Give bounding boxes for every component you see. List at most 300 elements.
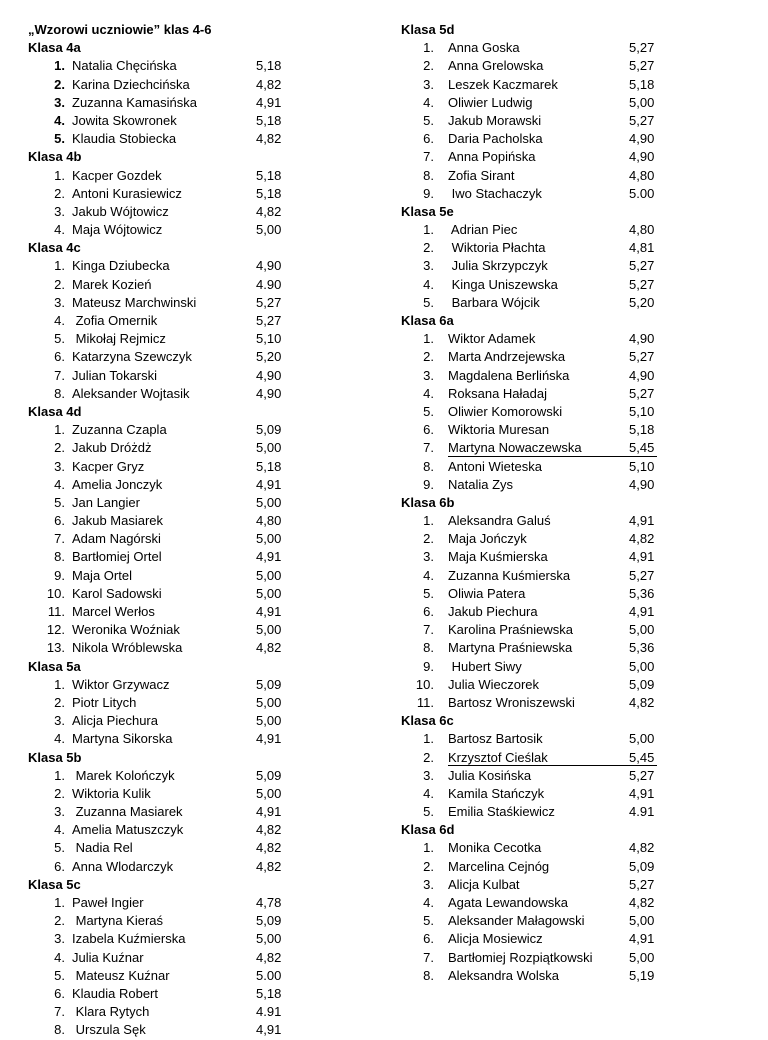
student-average: 4,90 (629, 367, 655, 383)
student-name: Aleksander Małagowski (448, 913, 585, 929)
student-number: 2. (54, 694, 65, 710)
student-number: 1. (423, 331, 434, 347)
student-number: 5. (423, 585, 434, 601)
student-name: Aleksander Wojtasik (72, 385, 190, 401)
class-heading: Klasa 6d (401, 822, 455, 838)
student-number: 8. (423, 967, 434, 983)
page-title: „Wzorowi uczniowie” klas 4-6 (28, 22, 212, 37)
student-average: 4,90 (629, 476, 655, 492)
student-average: 4,82 (256, 640, 282, 656)
student-average: 4,91 (256, 804, 282, 820)
student-number: 3. (423, 258, 434, 274)
student-number: 6. (54, 349, 65, 365)
student-row (28, 112, 288, 130)
student-row (28, 821, 288, 839)
student-row (28, 257, 288, 275)
student-row (28, 167, 288, 185)
student-average: 5,00 (629, 913, 655, 929)
student-name: Natalia Zys (448, 476, 514, 492)
student-average: 4,82 (629, 531, 655, 547)
student-row (401, 949, 731, 967)
student-number: 1. (423, 513, 434, 529)
student-average: 5,00 (629, 622, 655, 638)
student-name: Zuzanna Kamasińska (72, 94, 198, 110)
student-name: Roksana Haładaj (448, 385, 548, 401)
student-number: 9. (423, 476, 434, 492)
student-row (401, 148, 731, 166)
student-row (401, 930, 731, 948)
class-heading: Klasa 4a (28, 40, 81, 56)
student-average: 4,90 (256, 367, 282, 383)
student-row (401, 385, 731, 403)
student-number: 4. (54, 222, 65, 238)
student-row (401, 421, 731, 439)
student-average: 5,00 (256, 622, 282, 638)
student-name: Julia Kuźnar (72, 949, 144, 965)
student-average: 4,91 (629, 931, 655, 947)
student-name: Oliwia Patera (448, 585, 526, 601)
student-number: 1. (423, 40, 434, 56)
student-number: 5. (423, 294, 434, 310)
student-row (401, 185, 731, 203)
student-number: 9. (423, 185, 434, 201)
student-name: Jakub Dróżdż (72, 440, 152, 456)
student-number: 1. (54, 58, 65, 74)
student-name: Alicja Mosiewicz (448, 931, 543, 947)
student-number: 4. (423, 276, 434, 292)
student-name: Nadia Rel (72, 840, 133, 856)
student-row (401, 876, 731, 894)
student-row (28, 585, 288, 603)
student-name: Agata Lewandowska (448, 895, 568, 910)
student-row (28, 949, 288, 967)
student-average: 5,27 (629, 876, 655, 892)
student-average: 4,78 (256, 895, 282, 910)
student-number: 5. (54, 967, 65, 983)
student-average: 5,27 (629, 767, 655, 783)
student-row (28, 130, 288, 148)
right-column (401, 21, 731, 985)
student-name: Kacper Gryz (72, 458, 145, 474)
student-name: Marcelina Cejnóg (448, 858, 550, 874)
student-average: 5,00 (256, 713, 282, 729)
student-name: Julian Tokarski (72, 367, 158, 383)
student-name: Jakub Morawski (448, 112, 542, 128)
student-row (28, 694, 288, 712)
student-number: 3. (54, 931, 65, 947)
class-heading: Klasa 4b (28, 149, 82, 165)
student-number: 4. (54, 822, 65, 838)
student-row (28, 858, 288, 876)
student-number: 5. (54, 494, 65, 510)
student-name: Marek Kozień (72, 276, 152, 292)
student-number: 3. (423, 876, 434, 892)
student-average: 4,90 (256, 258, 282, 274)
student-name: Marek Kolończyk (72, 767, 175, 783)
student-average: 4,82 (629, 895, 655, 910)
student-average: 5,09 (256, 676, 282, 692)
student-average: 5,10 (629, 403, 655, 419)
student-average: 4,91 (256, 94, 282, 110)
student-name: Karol Sadowski (72, 585, 162, 601)
student-row (28, 730, 288, 748)
student-number: 11. (416, 694, 434, 710)
student-name: Martyna Sikorska (72, 731, 173, 747)
student-row (401, 621, 731, 639)
student-row (401, 257, 731, 275)
student-number: 4. (54, 949, 65, 965)
student-row (401, 94, 731, 112)
class-heading: Klasa 5c (28, 876, 81, 892)
student-number: 4. (423, 94, 434, 110)
student-number: 3. (423, 76, 434, 92)
left-column (28, 21, 288, 1040)
student-number: 6. (54, 985, 65, 1001)
student-row (401, 458, 731, 476)
student-average: 5,27 (629, 112, 655, 128)
student-row (28, 930, 288, 948)
student-number: 3. (54, 203, 65, 219)
student-number: 5. (423, 112, 434, 128)
student-average: 4,80 (629, 167, 655, 183)
student-row (28, 312, 288, 330)
student-name: Marta Andrzejewska (448, 349, 566, 365)
student-average: 4.91 (629, 804, 655, 820)
student-name: Zuzanna Kuśmierska (448, 567, 571, 583)
student-average: 4,91 (256, 731, 282, 747)
student-name: Mateusz Marchwinski (72, 294, 197, 310)
student-number: 2. (54, 276, 65, 292)
student-name: Leszek Kaczmarek (448, 76, 558, 92)
student-name: Hubert Siwy (448, 658, 522, 674)
student-name: Krzysztof Cieślak (448, 749, 548, 765)
student-row (28, 476, 288, 494)
student-name: Daria Pacholska (448, 131, 543, 147)
student-average: 4,91 (256, 549, 282, 565)
student-average: 5,45 (629, 440, 655, 456)
student-number: 4. (423, 385, 434, 401)
class-heading: Klasa 5e (401, 203, 454, 219)
student-average: 4,82 (256, 949, 282, 965)
right-class-list (401, 21, 731, 985)
student-number: 2. (54, 785, 65, 801)
student-name: Kamila Stańczyk (448, 785, 545, 801)
student-row (401, 603, 731, 621)
student-row (401, 530, 731, 548)
student-average: 5,18 (256, 112, 282, 128)
student-average: 5,27 (629, 349, 655, 365)
student-name: Wiktoria Płachta (448, 240, 546, 256)
student-row (28, 1003, 288, 1021)
student-row (401, 894, 731, 912)
student-number: 1. (423, 840, 434, 856)
student-name: Jan Langier (72, 494, 140, 510)
student-number: 1. (54, 167, 65, 183)
student-name: Mikołaj Rejmicz (72, 331, 166, 347)
student-row (401, 749, 731, 767)
student-name: Klaudia Stobiecka (72, 131, 177, 147)
student-name: Mateusz Kuźnar (72, 967, 170, 983)
student-name: Weronika Woźniak (72, 622, 180, 638)
student-name: Klaudia Robert (72, 985, 158, 1001)
student-name: Piotr Litych (72, 694, 137, 710)
student-name: Adam Nagórski (72, 531, 161, 547)
student-name: Kinga Dziubecka (72, 258, 170, 274)
student-row (401, 585, 731, 603)
student-row (401, 476, 731, 494)
student-number: 10. (46, 585, 65, 601)
student-name: Jowita Skowronek (72, 112, 177, 128)
student-row (401, 512, 731, 530)
student-name: Aleksandra Galuś (448, 513, 551, 529)
student-name: Natalia Chęcińska (72, 58, 177, 74)
student-name: Paweł Ingier (72, 895, 144, 910)
class-heading: Klasa 5d (401, 22, 455, 37)
student-average: 5,18 (629, 422, 655, 438)
student-row (401, 730, 731, 748)
student-average: 5,27 (629, 58, 655, 74)
student-name: Julia Kosińska (448, 767, 532, 783)
student-row (28, 567, 288, 585)
student-average: 4,91 (256, 476, 282, 492)
student-row (28, 294, 288, 312)
student-name: Oliwier Komorowski (448, 403, 563, 419)
student-average: 5,20 (256, 349, 282, 365)
student-name: Urszula Sęk (72, 1022, 146, 1038)
student-average: 4,91 (629, 604, 655, 619)
student-number: 7. (423, 622, 434, 638)
student-number: 9. (423, 658, 434, 674)
student-average: 5,18 (629, 76, 655, 92)
student-number: 3. (423, 549, 434, 565)
student-average: 5,10 (256, 331, 282, 347)
student-name: Katarzyna Szewczyk (72, 349, 192, 365)
student-number: 5. (423, 804, 434, 820)
student-number: 4. (423, 567, 434, 583)
student-name: Karolina Praśniewska (448, 622, 574, 638)
student-number: 8. (54, 1022, 65, 1038)
student-average: 4,91 (256, 604, 282, 619)
student-number: 4. (423, 785, 434, 801)
student-number: 1. (423, 731, 434, 747)
student-row (401, 294, 731, 312)
student-average: 4,82 (629, 840, 655, 856)
student-row (401, 367, 731, 385)
student-row (28, 439, 288, 457)
student-average: 4,80 (256, 513, 282, 529)
student-average: 4,91 (256, 1022, 282, 1038)
class-heading: Klasa 4c (28, 240, 81, 256)
student-average: 4.90 (256, 276, 282, 292)
highlight-underline (448, 456, 657, 457)
student-number: 4. (423, 895, 434, 910)
student-number: 6. (54, 858, 65, 874)
student-average: 5,09 (256, 913, 282, 929)
student-name: Maja Jończyk (448, 531, 527, 547)
student-name: Bartosz Wroniszewski (448, 694, 575, 710)
student-average: 5,00 (629, 94, 655, 110)
student-number: 7. (423, 149, 434, 165)
student-average: 5,09 (629, 858, 655, 874)
student-average: 4,91 (629, 785, 655, 801)
student-name: Wiktor Grzywacz (72, 676, 170, 692)
student-name: Zuzanna Masiarek (72, 804, 183, 820)
student-average: 5,19 (629, 967, 655, 983)
student-row (28, 639, 288, 657)
student-row (28, 1021, 288, 1039)
student-name: Adrian Piec (448, 222, 518, 238)
class-heading: Klasa 4d (28, 403, 82, 419)
student-average: 4,82 (256, 203, 282, 219)
student-number: 6. (54, 513, 65, 529)
student-name: Alicja Kulbat (448, 876, 520, 892)
student-name: Martyna Praśniewska (448, 640, 573, 656)
student-row (28, 603, 288, 621)
student-number: 4. (54, 731, 65, 747)
student-row (28, 76, 288, 94)
student-name: Wiktoria Muresan (448, 422, 550, 438)
student-row (401, 639, 731, 657)
student-row (28, 512, 288, 530)
student-number: 5. (54, 840, 65, 856)
student-number: 7. (423, 440, 434, 456)
student-name: Bartłomiej Rozpiątkowski (448, 949, 593, 965)
student-row (401, 439, 731, 457)
student-row (401, 112, 731, 130)
student-row (401, 348, 731, 366)
student-name: Anna Goska (448, 40, 520, 56)
student-average: 5,00 (256, 222, 282, 238)
student-average: 4.91 (256, 1004, 282, 1020)
student-name: Klara Rytych (72, 1004, 150, 1020)
student-average: 5,00 (256, 567, 282, 583)
student-name: Martyna Nowaczewska (448, 440, 582, 456)
student-row (401, 803, 731, 821)
student-name: Maja Ortel (72, 567, 132, 583)
student-name: Kinga Uniszewska (448, 276, 558, 292)
student-number: 5. (423, 913, 434, 929)
student-name: Monika Cecotka (448, 840, 542, 856)
student-row (28, 767, 288, 785)
student-number: 2. (423, 240, 434, 256)
student-number: 2. (54, 440, 65, 456)
student-average: 5,00 (256, 494, 282, 510)
student-average: 5,09 (256, 422, 282, 438)
student-average: 5,18 (256, 985, 282, 1001)
student-average: 4,81 (629, 240, 655, 256)
student-name: Julia Wieczorek (448, 676, 540, 692)
student-row (28, 94, 288, 112)
student-name: Julia Skrzypczyk (448, 258, 548, 274)
student-row (28, 421, 288, 439)
student-row (28, 530, 288, 548)
student-average: 5,27 (629, 567, 655, 583)
student-row (401, 858, 731, 876)
student-name: Jakub Piechura (448, 604, 538, 619)
student-average: 5,00 (629, 731, 655, 747)
student-number: 3. (423, 367, 434, 383)
student-average: 5,00 (256, 694, 282, 710)
student-name: Amelia Matuszczyk (72, 822, 184, 838)
student-row (401, 676, 731, 694)
student-name: Oliwier Ludwig (448, 94, 533, 110)
student-number: 4. (54, 476, 65, 492)
student-row (401, 276, 731, 294)
student-row (28, 185, 288, 203)
student-average: 5,36 (629, 585, 655, 601)
student-name: Wiktor Adamek (448, 331, 536, 347)
student-row (401, 785, 731, 803)
student-number: 2. (54, 76, 65, 92)
student-name: Iwo Stachaczyk (448, 185, 542, 201)
student-average: 5,09 (256, 767, 282, 783)
student-average: 5,27 (629, 258, 655, 274)
student-number: 12. (46, 622, 65, 638)
student-name: Anna Popińska (448, 149, 536, 165)
class-heading: Klasa 6b (401, 494, 455, 510)
student-average: 4,90 (629, 131, 655, 147)
student-name: Barbara Wójcik (448, 294, 540, 310)
student-name: Aleksandra Wolska (448, 967, 560, 983)
student-name: Antoni Kurasiewicz (72, 185, 182, 201)
student-number: 6. (423, 931, 434, 947)
student-row (28, 912, 288, 930)
student-row (401, 567, 731, 585)
student-number: 3. (54, 94, 65, 110)
student-number: 4. (54, 313, 65, 328)
class-heading: Klasa 5a (28, 658, 81, 674)
student-number: 7. (54, 531, 65, 547)
student-number: 7. (423, 949, 434, 965)
student-average: 5,45 (629, 749, 655, 765)
student-number: 1. (54, 258, 65, 274)
student-number: 6. (423, 604, 434, 619)
student-name: Izabela Kuźmierska (72, 931, 186, 947)
student-name: Karina Dziechcińska (72, 76, 190, 92)
student-name: Zofia Omernik (72, 313, 158, 328)
student-row (401, 221, 731, 239)
student-average: 5,27 (256, 313, 282, 328)
student-average: 5,18 (256, 185, 282, 201)
student-average: 4,90 (629, 331, 655, 347)
student-row (28, 367, 288, 385)
student-average: 5,00 (256, 931, 282, 947)
student-number: 5. (54, 331, 65, 347)
student-number: 2. (423, 349, 434, 365)
student-row (28, 203, 288, 221)
student-number: 2. (423, 858, 434, 874)
student-row (401, 130, 731, 148)
student-name: Marcel Werłos (72, 604, 155, 619)
student-row (28, 803, 288, 821)
student-name: Nikola Wróblewska (72, 640, 183, 656)
student-average: 4,91 (629, 549, 655, 565)
student-row (28, 785, 288, 803)
student-number: 1. (54, 676, 65, 692)
student-number: 7. (54, 1004, 65, 1020)
student-row (401, 548, 731, 566)
student-number: 1. (423, 222, 434, 238)
student-average: 5,09 (629, 676, 655, 692)
student-name: Zofia Sirant (448, 167, 515, 183)
student-number: 5. (54, 131, 65, 147)
student-row (28, 276, 288, 294)
student-average: 5,00 (256, 585, 282, 601)
student-row (28, 712, 288, 730)
student-number: 2. (54, 185, 65, 201)
student-name: Maja Kuśmierska (448, 549, 548, 565)
student-number: 4. (54, 112, 65, 128)
